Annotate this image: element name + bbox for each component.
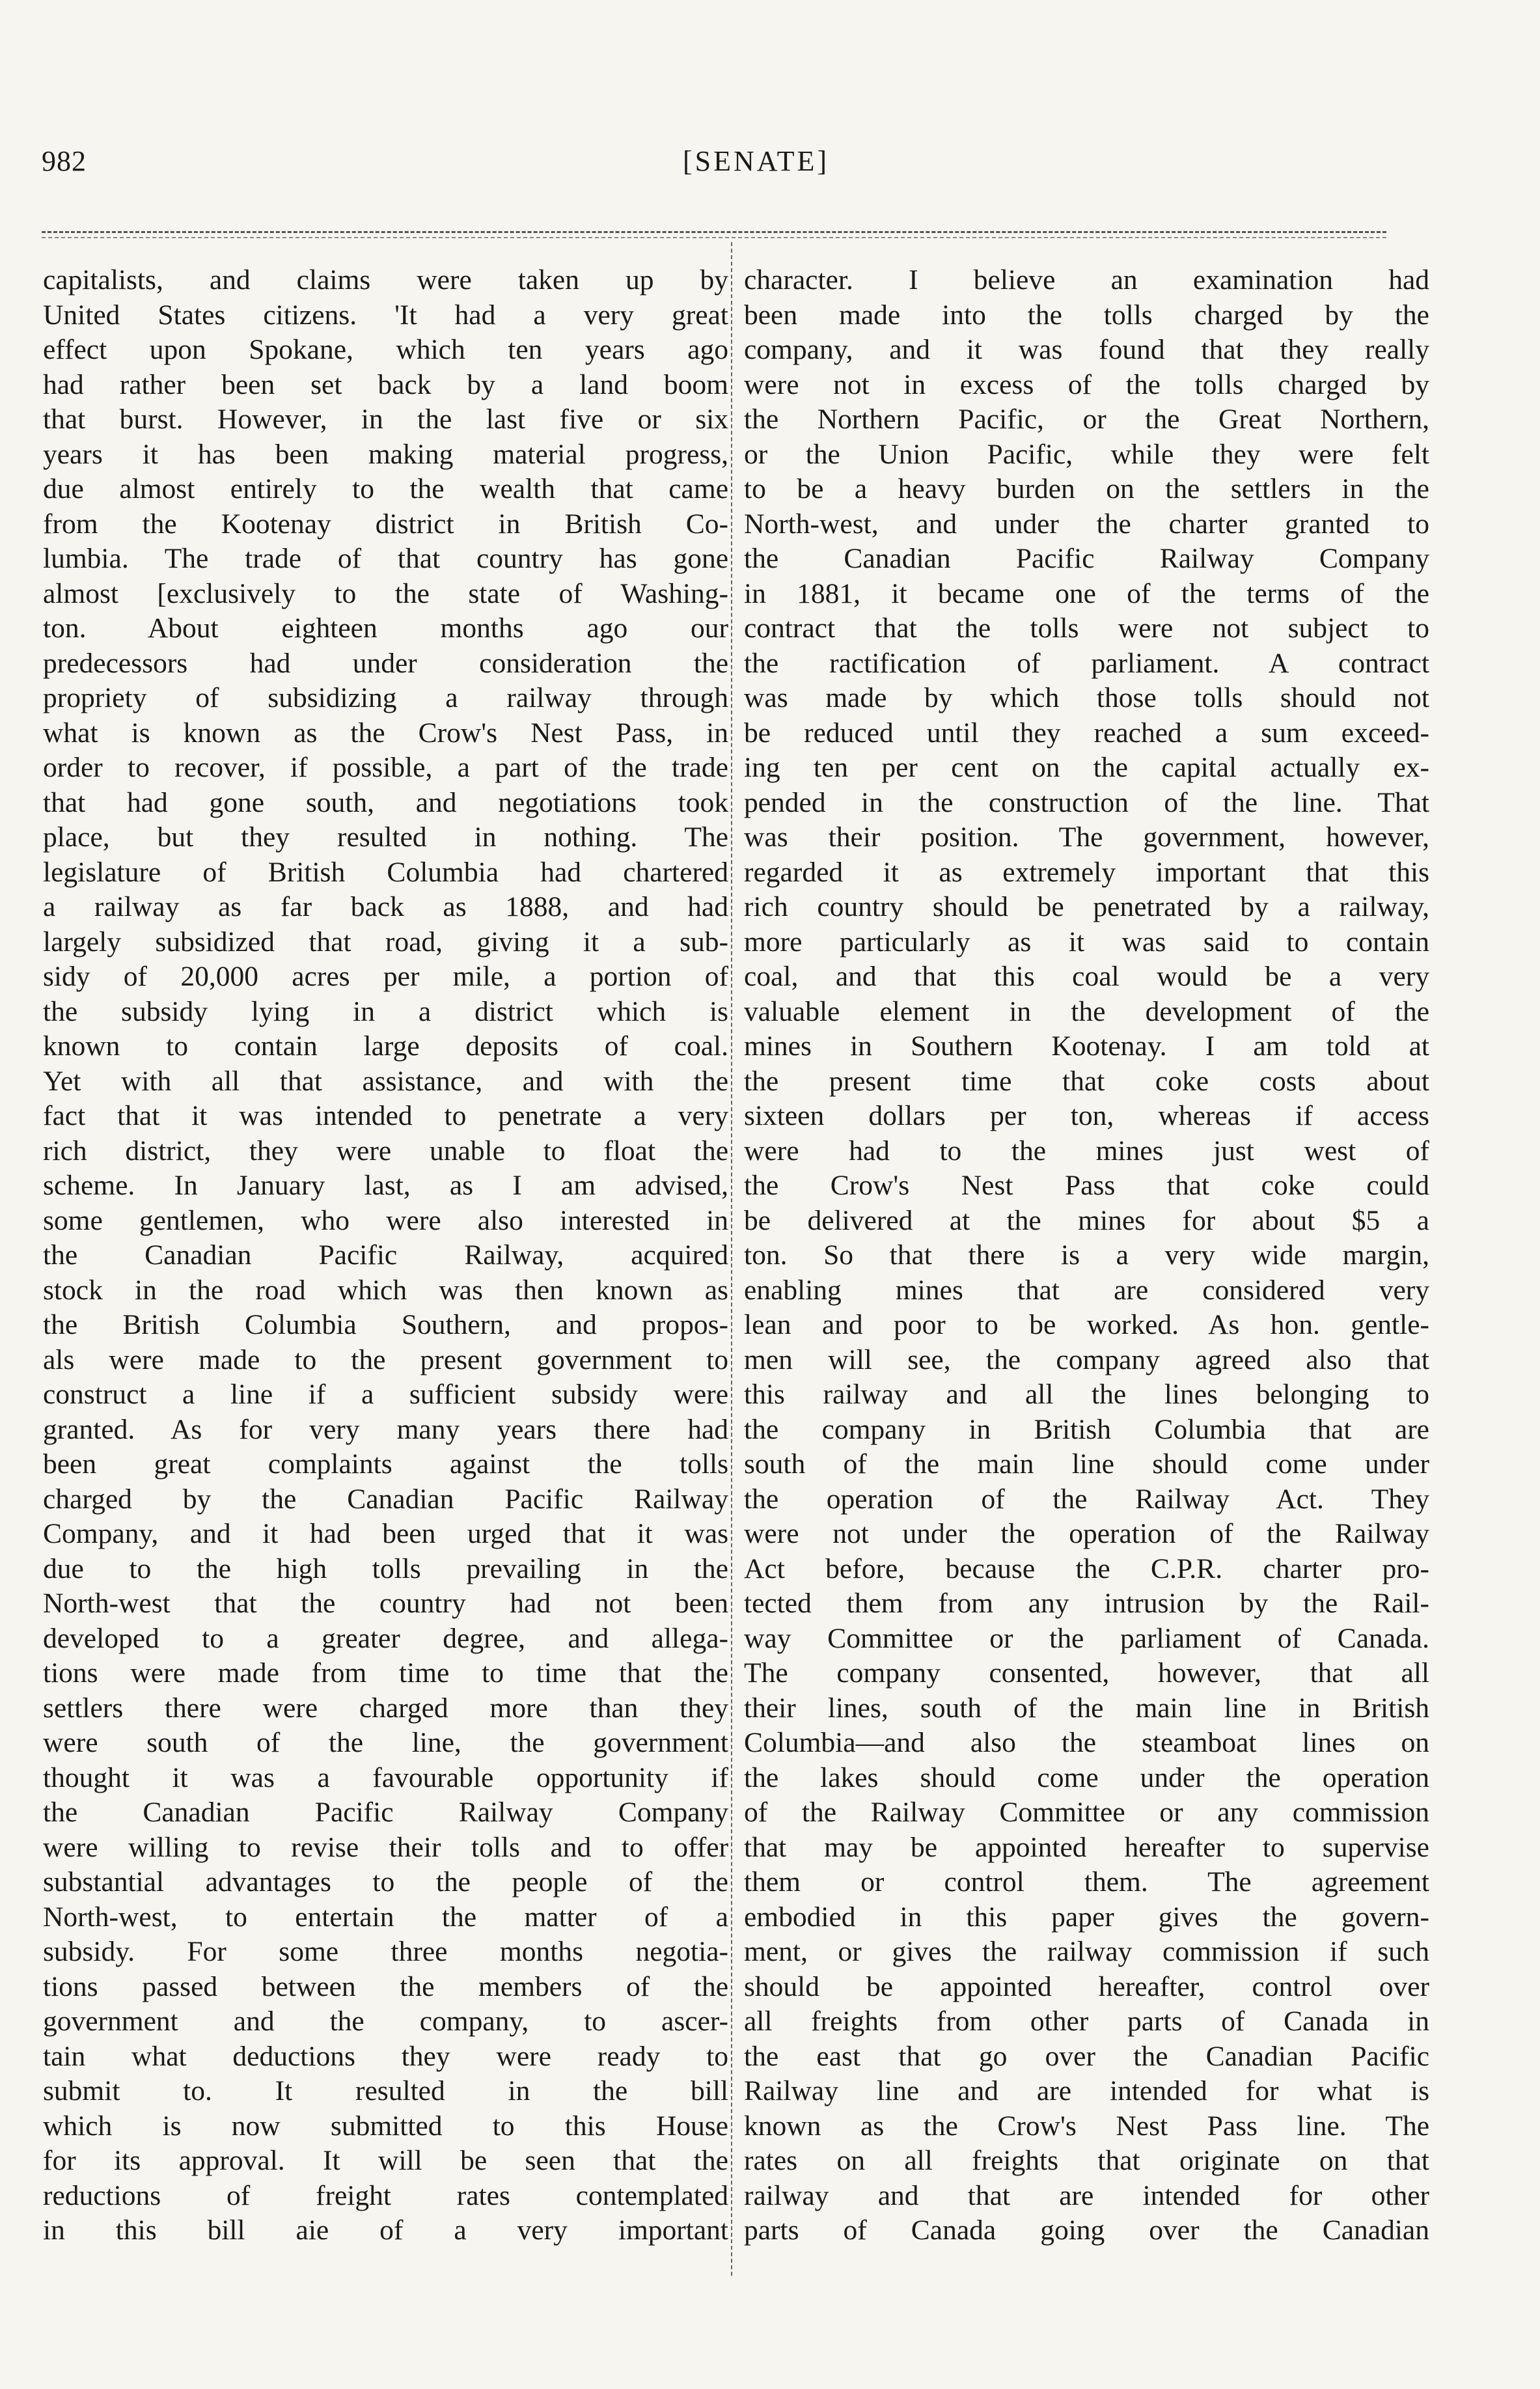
text-line: Yet with all that assistance, and with the [43, 1065, 728, 1097]
text-line: from the Kootenay district in British Co- [43, 508, 728, 540]
text-line: which is now submitted to this House [43, 2110, 728, 2142]
text-line: effect upon Spokane, which ten years ago [43, 334, 728, 365]
text-line: pended in the construction of the line. That [744, 786, 1429, 818]
text-line: regarded it as extremely important that this [744, 856, 1429, 888]
text-line: tions passed between the members of the [43, 1970, 728, 2002]
text-line: coal, and that this coal would be a very [744, 961, 1429, 992]
text-line: ton. So that there is a very wide margin, [744, 1239, 1429, 1271]
text-line: contract that the tolls were not subject to [744, 613, 1429, 644]
text-line: tions were made from time to time that the [43, 1657, 728, 1689]
text-line: lean and poor to be worked. As hon. gentle- [744, 1309, 1429, 1340]
text-line: rates on all freights that originate on that [744, 2145, 1429, 2176]
text-line: were willing to revise their tolls and to offer [43, 1831, 728, 1863]
text-line: propriety of subsidizing a railway through [43, 682, 728, 713]
text-line: rich district, they were unable to float the [43, 1135, 728, 1167]
text-line: predecessors had under consideration the [43, 647, 728, 679]
text-line: the Canadian Pacific Railway, acquired [43, 1239, 728, 1271]
text-line: in this bill aie of a very important [43, 2215, 728, 2246]
text-line: the east that go over the Canadian Pacific [744, 2040, 1429, 2072]
text-line: developed to a greater degree, and allega- [43, 1622, 728, 1654]
text-line: largely subsidized that road, giving it a sub- [43, 926, 728, 958]
text-line: to be a heavy burden on the settlers in the [744, 473, 1429, 504]
text-line: the Canadian Pacific Railway Company [43, 1797, 728, 1828]
text-line: for its approval. It will be seen that the [43, 2145, 728, 2176]
text-line: were had to the mines just west of [744, 1135, 1429, 1167]
text-line: were not in excess of the tolls charged by [744, 368, 1429, 400]
page-header [42, 145, 1386, 190]
text-line: settlers there were charged more than they [43, 1692, 728, 1724]
text-line: enabling mines that are considered very [744, 1274, 1429, 1306]
text-line: be reduced until they reached a sum exceed- [744, 717, 1429, 749]
text-line: the present time that coke costs about [744, 1065, 1429, 1097]
text-line: in 1881, it became one of the terms of the [744, 577, 1429, 609]
text-line: be delivered at the mines for about $5 a [744, 1204, 1429, 1236]
text-line: the company in British Columbia that are [744, 1413, 1429, 1445]
text-line: their lines, south of the main line in British [744, 1692, 1429, 1724]
text-line: embodied in this paper gives the govern- [744, 1901, 1429, 1933]
text-line: company, and it was found that they really [744, 334, 1429, 365]
text-line: ment, or gives the railway commission if such [744, 1936, 1429, 1967]
text-line: were south of the line, the government [43, 1727, 728, 1758]
left-column [43, 263, 728, 2248]
page-number: 982 [42, 145, 87, 177]
text-line: character. I believe an examination had [744, 264, 1429, 296]
text-line: legislature of British Columbia had chartered [43, 856, 728, 888]
text-line: The company consented, however, that all [744, 1657, 1429, 1689]
text-line: been great complaints against the tolls [43, 1448, 728, 1480]
text-line: more particularly as it was said to contain [744, 926, 1429, 958]
text-line: that burst. However, in the last five or six [43, 404, 728, 435]
text-line: this railway and all the lines belonging to [744, 1379, 1429, 1410]
header-rule [42, 231, 1386, 233]
text-line: the Canadian Pacific Railway Company [744, 543, 1429, 574]
text-line: all freights from other parts of Canada in [744, 2006, 1429, 2037]
text-line: men will see, the company agreed also that [744, 1344, 1429, 1375]
text-line: parts of Canada going over the Canadian [744, 2215, 1429, 2246]
text-line: stock in the road which was then known as [43, 1274, 728, 1306]
text-line: place, but they resulted in nothing. The [43, 822, 728, 853]
text-line: them or control them. The agreement [744, 1866, 1429, 1898]
text-line: North-west, to entertain the matter of a [43, 1901, 728, 1933]
text-line: been made into the tolls charged by the [744, 299, 1429, 331]
text-line: lumbia. The trade of that country has gone [43, 543, 728, 574]
text-line: valuable element in the development of the [744, 995, 1429, 1027]
text-line: order to recover, if possible, a part of the trade [43, 752, 728, 783]
text-line: submit to. It resulted in the bill [43, 2075, 728, 2106]
text-line: United States citizens. 'It had a very great [43, 299, 728, 331]
text-line: railway and that are intended for other [744, 2179, 1429, 2211]
right-column [744, 263, 1429, 2248]
text-line: charged by the Canadian Pacific Railway [43, 1483, 728, 1515]
text-line: capitalists, and claims were taken up by [43, 264, 728, 296]
text-line: government and the company, to ascer- [43, 2006, 728, 2037]
text-line: tain what deductions they were ready to [43, 2040, 728, 2072]
text-line: reductions of freight rates contemplated [43, 2179, 728, 2211]
text-line: were not under the operation of the Railway [744, 1518, 1429, 1549]
text-line: substantial advantages to the people of the [43, 1866, 728, 1898]
text-line: Columbia—and also the steamboat lines on [744, 1727, 1429, 1758]
text-line: ing ten per cent on the capital actually ex- [744, 752, 1429, 783]
text-line: south of the main line should come under [744, 1448, 1429, 1480]
text-line: granted. As for very many years there had [43, 1413, 728, 1445]
text-line: fact that it was intended to penetrate a very [43, 1100, 728, 1131]
text-line: tected them from any intrusion by the Rail- [744, 1588, 1429, 1619]
text-line: some gentlemen, who were also interested in [43, 1204, 728, 1236]
text-line: that had gone south, and negotiations took [43, 786, 728, 818]
text-line: subsidy. For some three months negotia- [43, 1936, 728, 1967]
text-line: North-west, and under the charter granted to [744, 508, 1429, 540]
column-divider [731, 242, 732, 2276]
text-line: almost [exclusively to the state of Washing- [43, 577, 728, 609]
text-line: scheme. In January last, as I am advised, [43, 1170, 728, 1201]
text-line: that may be appointed hereafter to supervise [744, 1831, 1429, 1863]
text-line: of the Railway Committee or any commission [744, 1797, 1429, 1828]
text-line: should be appointed hereafter, control over [744, 1970, 1429, 2002]
text-line: had rather been set back by a land boom [43, 368, 728, 400]
text-line: or the Union Pacific, while they were felt [744, 438, 1429, 470]
text-line: als were made to the present government to [43, 1344, 728, 1375]
text-line: years it has been making material progress, [43, 438, 728, 470]
text-line: the British Columbia Southern, and propos- [43, 1309, 728, 1340]
text-line: mines in Southern Kootenay. I am told at [744, 1030, 1429, 1062]
text-line: was their position. The government, however, [744, 822, 1429, 853]
text-line: way Committee or the parliament of Canada. [744, 1622, 1429, 1654]
text-line: the operation of the Railway Act. They [744, 1483, 1429, 1515]
text-line: was made by which those tolls should not [744, 682, 1429, 713]
text-line: the subsidy lying in a district which is [43, 995, 728, 1027]
text-line: what is known as the Crow's Nest Pass, in [43, 717, 728, 749]
text-line: known to contain large deposits of coal. [43, 1030, 728, 1062]
text-line: due almost entirely to the wealth that came [43, 473, 728, 504]
text-line: the lakes should come under the operation [744, 1761, 1429, 1793]
running-head: [SENATE] [683, 145, 830, 177]
text-line: a railway as far back as 1888, and had [43, 891, 728, 922]
text-line: sidy of 20,000 acres per mile, a portion of [43, 961, 728, 992]
text-line: known as the Crow's Nest Pass line. The [744, 2110, 1429, 2142]
text-line: the Crow's Nest Pass that coke could [744, 1170, 1429, 1201]
text-line: Act before, because the C.P.R. charter pro- [744, 1553, 1429, 1584]
text-line: construct a line if a sufficient subsidy were [43, 1379, 728, 1410]
text-line: due to the high tolls prevailing in the [43, 1553, 728, 1584]
text-line: ton. About eighteen months ago our [43, 613, 728, 644]
header-rule-secondary [42, 237, 1386, 238]
text-line: thought it was a favourable opportunity if [43, 1761, 728, 1793]
text-line: rich country should be penetrated by a railway, [744, 891, 1429, 922]
text-line: sixteen dollars per ton, whereas if access [744, 1100, 1429, 1131]
text-line: North-west that the country had not been [43, 1588, 728, 1619]
text-line: Railway line and are intended for what is [744, 2075, 1429, 2106]
text-line: the Northern Pacific, or the Great Northern, [744, 404, 1429, 435]
text-line: Company, and it had been urged that it was [43, 1518, 728, 1549]
text-line: the ractification of parliament. A contract [744, 647, 1429, 679]
